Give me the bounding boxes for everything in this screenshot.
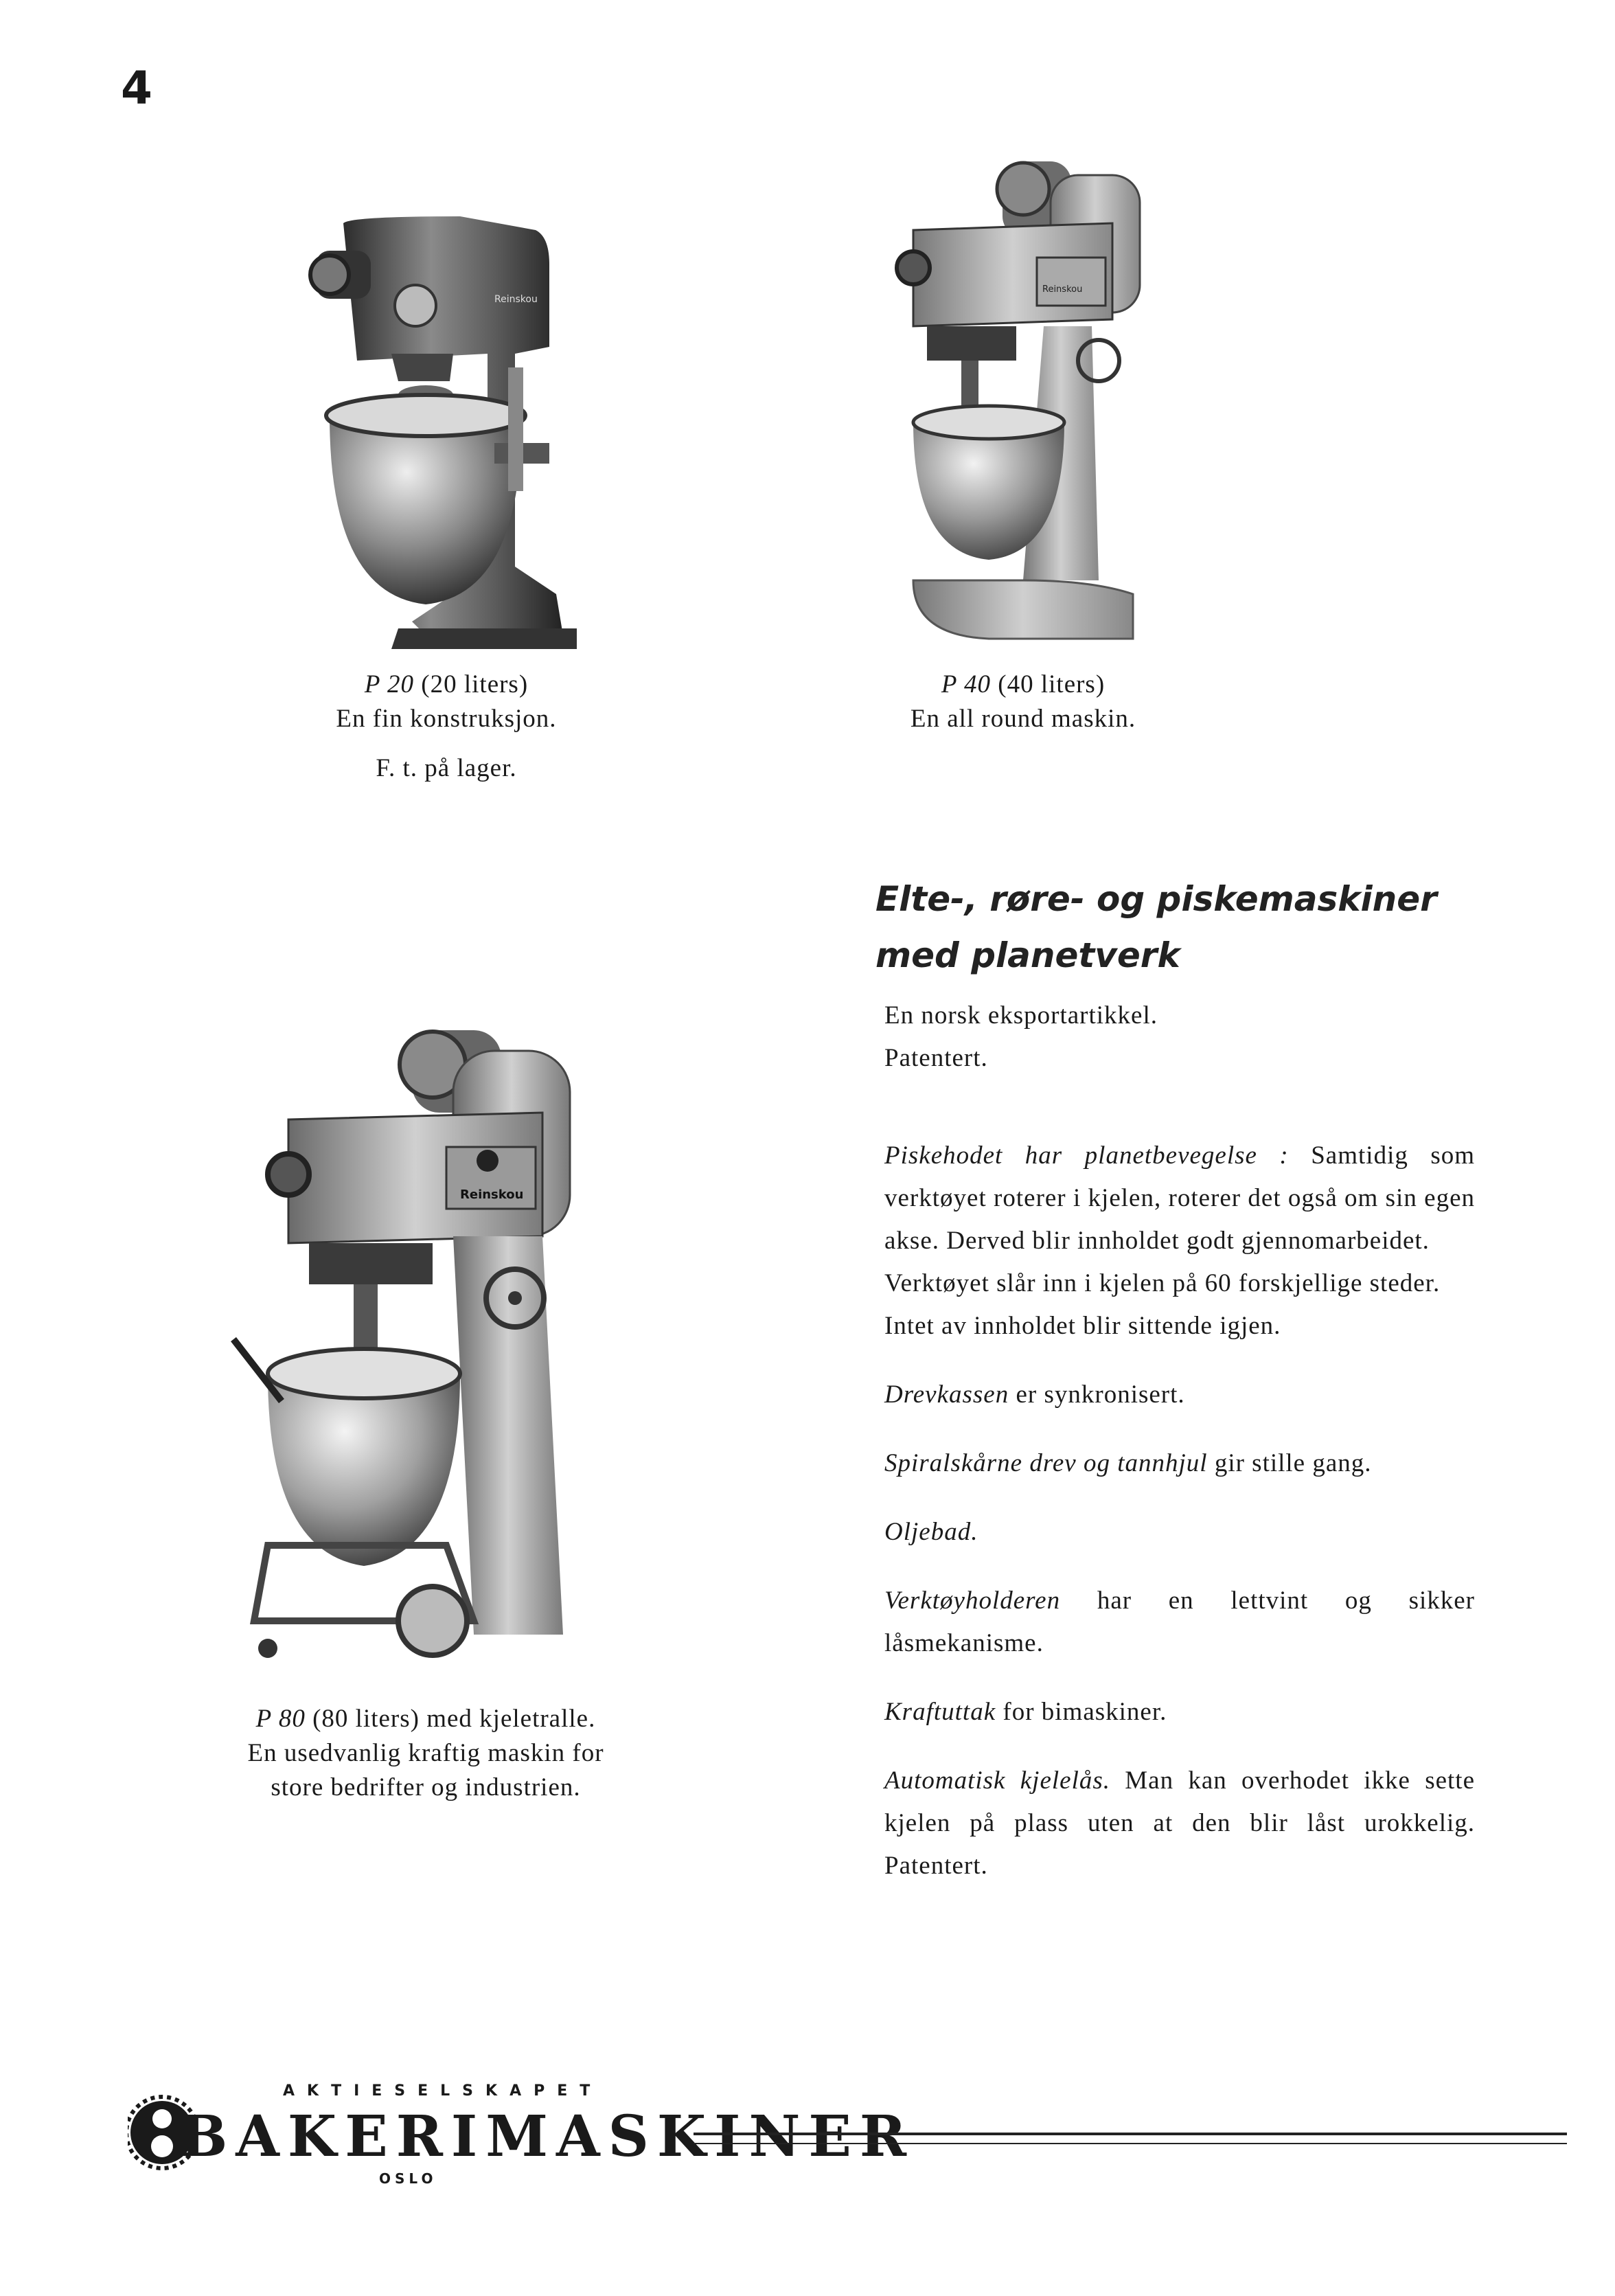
p80-caption [206,1702,645,1805]
p80-description: En usedvanlig kraftig maskin for [247,1739,604,1767]
feature-term: Spiralskårne drev og tannhjul [884,1449,1208,1477]
p80-model: P 80 [255,1705,306,1733]
p80-size: (80 liters) med kjeletralle. [312,1705,596,1733]
feature-list [884,1135,1475,1887]
feature-item [884,1511,1475,1554]
feature-text: Intet av innholdet blir sittende igjen. [884,1312,1281,1340]
p80-plate-label: Reinskou [460,1187,524,1202]
feature-term: Kraftuttak [884,1698,996,1726]
feature-text: Samtidig som verktøyet roterer i kjelen, roterer det også om sin egen akse. Derved blir innholdet godt gjennomarbeidet. [884,1141,1476,1255]
p20-model: P 20 [364,670,415,698]
logo-main-text: BAKERIMASKINER [180,2104,915,2170]
feature-text: for bimaskiner. [1003,1698,1167,1726]
feature-text: Man kan overhodet ikke sette kjelen på plass uten at den blir låst urokkelig. Patentert. [884,1766,1475,1880]
p20-size: (20 liters) [421,670,529,698]
feature-item [884,1691,1475,1734]
intro-line: En norsk eksportartikkel. [884,1001,1158,1030]
p40-mixer-photo [886,155,1147,649]
footer-rule [694,2133,1567,2135]
logo-city-text: OSLO [379,2170,437,2187]
p20-caption [302,668,591,786]
p20-description: En fin konstruksjon. [336,705,557,733]
feature-text: er synkronisert. [1016,1380,1185,1409]
feature-text: har en lettvint og sikker låsmekanisme. [884,1587,1475,1657]
feature-term: Oljebad. [884,1518,978,1546]
p40-size: (40 liters) [998,670,1106,698]
feature-term: Drevkassen [884,1380,1009,1409]
feature-item [884,1305,1475,1348]
logo-top-text: AKTIESELSKAPET [283,2082,603,2100]
p20-stock-note: F. t. på lager. [376,754,517,782]
feature-term: Automatisk kjelelås. [884,1766,1110,1795]
p20-mixer-photo [288,209,577,663]
feature-term: Verktøyholderen [884,1587,1061,1615]
p80-mixer-photo [227,1016,611,1676]
section-heading [875,871,1493,984]
heading-line-1: Elte-, røre- og piskemaskiner [875,879,1437,919]
p40-description: En all round maskin. [910,705,1136,733]
p40-caption [886,668,1160,736]
p80-description-2: store bedrifter og industrien. [271,1773,581,1801]
feature-text: Verktøyet slår inn i kjelen på 60 forskjellige steder. [884,1269,1441,1297]
feature-item [884,1580,1475,1665]
p20-plate-label: Reinskou [494,294,538,305]
feature-item [884,1262,1475,1305]
intro-line: Patentert. [884,1044,988,1072]
intro-block [884,994,1475,1080]
feature-item [884,1374,1475,1416]
footer-rule [694,2143,1567,2144]
p40-plate-label: Reinskou [1042,284,1083,295]
feature-text: gir stille gang. [1214,1449,1372,1477]
feature-item [884,1442,1475,1485]
feature-item [884,1760,1475,1887]
heading-line-2: med planetverk [875,935,1180,975]
feature-term: Piskehodet har planetbevegelse : [884,1141,1289,1170]
feature-item [884,1135,1475,1262]
page-number: 4 [121,62,152,115]
p40-model: P 40 [941,670,992,698]
